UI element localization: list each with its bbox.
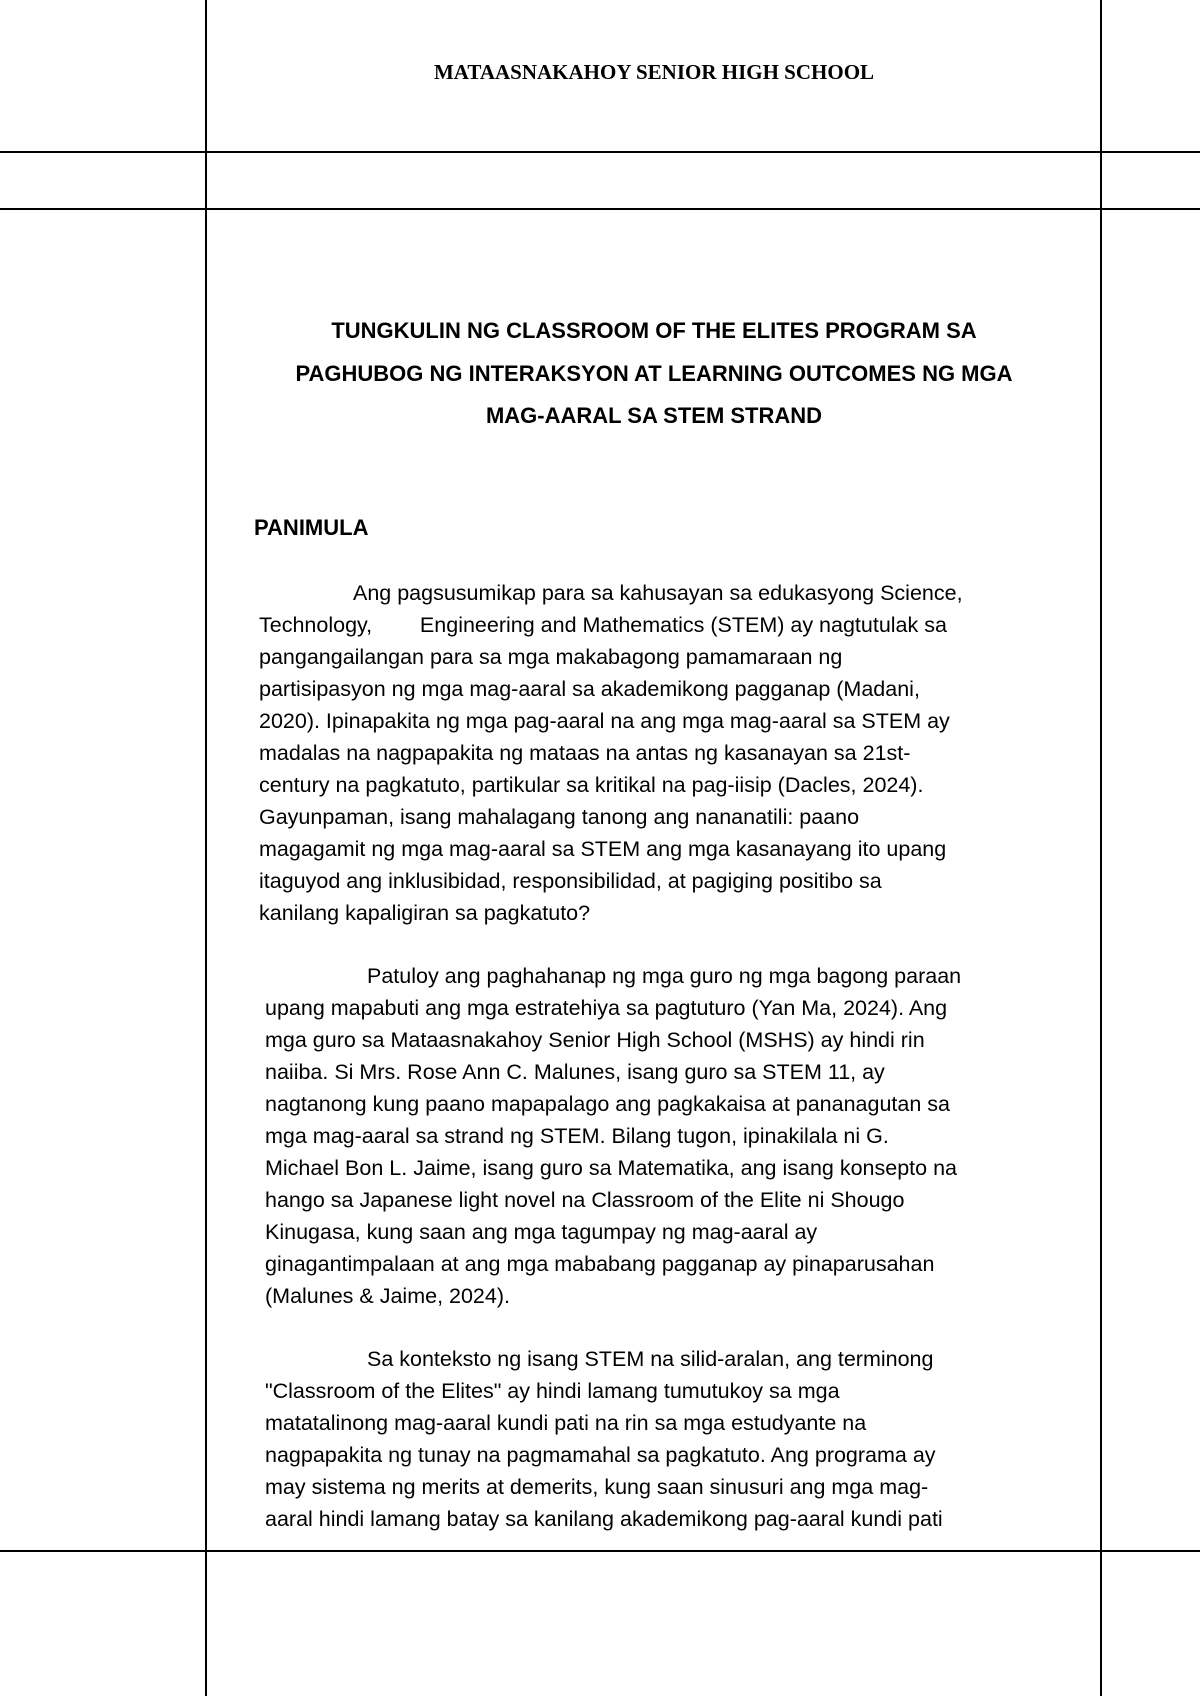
- paragraph-1-line: madalas na nagpapakita ng mataas na antas ng kasanayan sa 21st-: [259, 741, 911, 765]
- paragraph-2-line: Patuloy ang paghahanap ng mga guro ng mga bagong paraan: [367, 964, 962, 988]
- paragraph-2-line: naiiba. Si Mrs. Rose Ann C. Malunes, isang guro sa STEM 11, ay: [265, 1060, 885, 1084]
- paragraph-2-line: nagtanong kung paano mapapalago ang pagkakaisa at pananagutan sa: [265, 1092, 950, 1116]
- paragraph-1-line: century na pagkatuto, partikular sa kritikal na pag-iisip (Dacles, 2024).: [259, 773, 924, 797]
- footer-rule: [0, 1550, 1200, 1552]
- paragraph-2-line: hango sa Japanese light novel na Classroom of the Elite ni Shougo: [265, 1188, 905, 1212]
- paragraph-2-line: ginagantimpalaan at ang mga mababang pagganap ay pinaparusahan: [265, 1252, 935, 1276]
- paragraph-3-line: may sistema ng merits at demerits, kung saan sinusuri ang mga mag-: [265, 1475, 929, 1499]
- paragraph-1-line: partisipasyon ng mga mag-aaral sa akademikong pagganap (Madani,: [259, 677, 920, 701]
- paragraph-1-line: 2020). Ipinapakita ng mga pag-aaral na ang mga mag-aaral sa STEM ay: [259, 709, 950, 733]
- section-heading: PANIMULA: [254, 515, 369, 540]
- title-line-2: PAGHUBOG NG INTERAKSYON AT LEARNING OUTCOMES NG MGA: [295, 361, 1013, 386]
- header-rule-top: [0, 151, 1200, 153]
- paragraph-1-line: Ang pagsusumikap para sa kahusayan sa edukasyong Science,: [353, 581, 963, 605]
- paragraph-2-line: Kinugasa, kung saan ang mga tagumpay ng mag-aaral ay: [265, 1220, 818, 1244]
- title-line-3: MAG-AARAL SA STEM STRAND: [485, 403, 823, 428]
- right-border-line: [1100, 0, 1102, 1696]
- paragraph-2-line: Michael Bon L. Jaime, isang guro sa Matematika, ang isang konsepto na: [265, 1156, 957, 1180]
- header-rule-bottom: [0, 208, 1200, 210]
- paragraph-2-line: mga guro sa Mataasnakahoy Senior High School (MSHS) ay hindi rin: [265, 1028, 925, 1052]
- paragraph-3-line: "Classroom of the Elites" ay hindi lamang tumutukoy sa mga: [265, 1379, 840, 1403]
- paragraph-3-line: matatalinong mag-aaral kundi pati na rin sa mga estudyante na: [265, 1411, 867, 1435]
- title-line-1: TUNGKULIN NG CLASSROOM OF THE ELITES PROGRAM SA: [331, 318, 977, 343]
- paragraph-3-line: aaral hindi lamang batay sa kanilang akademikong pag-aaral kundi pati: [265, 1507, 943, 1531]
- paragraph-2-line: upang mapabuti ang mga estratehiya sa pagtuturo (Yan Ma, 2024). Ang: [265, 996, 948, 1020]
- paragraph-3-line: Sa konteksto ng isang STEM na silid-aralan, ang terminong: [367, 1347, 934, 1371]
- paragraph-1-line: Technology, Engineering and Mathematics (STEM) ay nagtutulak sa: [259, 613, 947, 637]
- school-name-header: MATAASNAKAHOY SENIOR HIGH SCHOOL: [433, 60, 875, 84]
- paragraph-2-line: (Malunes & Jaime, 2024).: [265, 1284, 510, 1308]
- paragraph-2-line: mga mag-aaral sa strand ng STEM. Bilang tugon, ipinakilala ni G.: [265, 1124, 889, 1148]
- paragraph-3-line: nagpapakita ng tunay na pagmamahal sa pagkatuto. Ang programa ay: [265, 1443, 936, 1467]
- paragraph-1-line: magagamit ng mga mag-aaral sa STEM ang mga kasanayang ito upang: [259, 837, 947, 861]
- paragraph-1-line: pangangailangan para sa mga makabagong pamamaraan ng: [259, 645, 843, 669]
- paragraph-1-line: kanilang kapaligiran sa pagkatuto?: [259, 901, 591, 925]
- paragraph-1-line: Gayunpaman, isang mahalagang tanong ang nananatili: paano: [259, 805, 860, 829]
- left-border-line: [205, 0, 207, 1696]
- paragraph-1-line: itaguyod ang inklusibidad, responsibilidad, at pagiging positibo sa: [259, 869, 882, 893]
